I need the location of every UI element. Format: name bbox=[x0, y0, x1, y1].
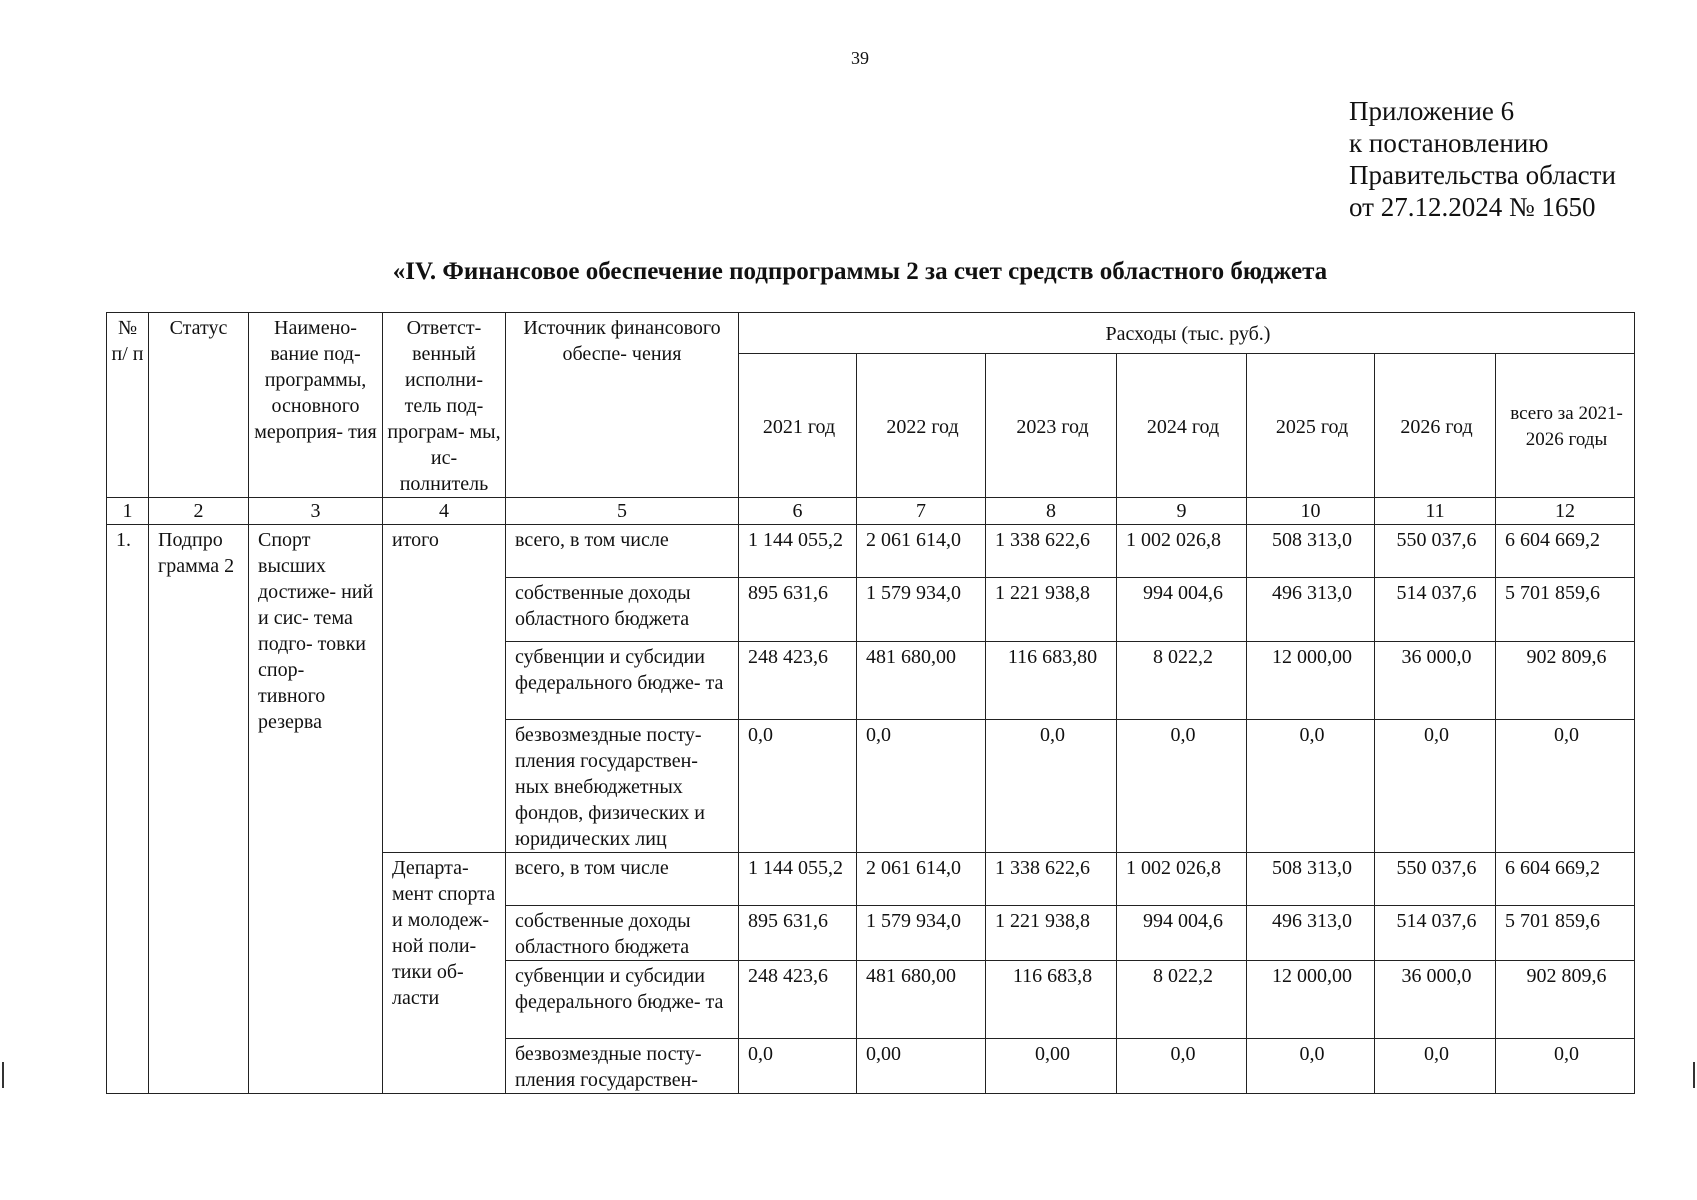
value-cell: 514 037,6 bbox=[1375, 578, 1496, 642]
col-number: 7 bbox=[857, 498, 986, 525]
value-cell: 1 221 938,8 bbox=[986, 578, 1117, 642]
value-cell: 895 631,6 bbox=[739, 906, 857, 961]
source-cell: субвенции и субсидии федерального бюдже- та bbox=[506, 642, 739, 720]
header-expenses: Расходы (тыс. руб.) bbox=[739, 313, 1635, 354]
value-cell: 508 313,0 bbox=[1247, 853, 1375, 906]
value-cell: 0,0 bbox=[1496, 720, 1635, 853]
header-name: Наимено- вание под- программы, основного мероприя- тия bbox=[249, 313, 383, 498]
source-cell: безвозмездные посту- пления государствен- ных внебюджетных фондов, физических и юридических лиц bbox=[506, 720, 739, 853]
value-cell: 0,0 bbox=[1247, 1039, 1375, 1094]
financing-table bbox=[106, 312, 1635, 1094]
value-cell: 496 313,0 bbox=[1247, 906, 1375, 961]
source-cell: собственные доходы областного бюджета bbox=[506, 578, 739, 642]
value-cell: 0,0 bbox=[986, 720, 1117, 853]
row-responsible: Департа- мент спорта и молодеж- ной поли- тики об- ласти bbox=[383, 853, 506, 1094]
header-year-2021: 2021 год bbox=[739, 354, 857, 498]
col-number: 10 bbox=[1247, 498, 1375, 525]
source-cell: субвенции и субсидии федерального бюдже- та bbox=[506, 961, 739, 1039]
value-cell: 248 423,6 bbox=[739, 642, 857, 720]
header-total: всего за 2021-2026 годы bbox=[1496, 354, 1635, 498]
header-year-2022: 2022 год bbox=[857, 354, 986, 498]
page-number: 39 bbox=[851, 48, 869, 68]
value-cell: 481 680,00 bbox=[857, 642, 986, 720]
col-number: 6 bbox=[739, 498, 857, 525]
header-year-2026: 2026 год bbox=[1375, 354, 1496, 498]
header-responsible: Ответст- венный исполни- тель под- програм- мы, ис- полнитель bbox=[383, 313, 506, 498]
row-number: 1. bbox=[107, 525, 149, 1094]
source-cell: всего, в том числе bbox=[506, 853, 739, 906]
value-cell: 248 423,6 bbox=[739, 961, 857, 1039]
header-year-2023: 2023 год bbox=[986, 354, 1117, 498]
value-cell: 116 683,8 bbox=[986, 961, 1117, 1039]
value-cell: 8 022,2 bbox=[1117, 642, 1247, 720]
value-cell: 902 809,6 bbox=[1496, 961, 1635, 1039]
value-cell: 895 631,6 bbox=[739, 578, 857, 642]
value-cell: 2 061 614,0 bbox=[857, 525, 986, 578]
col-number: 2 bbox=[149, 498, 249, 525]
row-status: Подпро грамма 2 bbox=[149, 525, 249, 1094]
appendix-line: Приложение 6 bbox=[1349, 96, 1515, 126]
value-cell: 0,0 bbox=[1247, 720, 1375, 853]
value-cell: 902 809,6 bbox=[1496, 642, 1635, 720]
value-cell: 12 000,00 bbox=[1247, 961, 1375, 1039]
value-cell: 1 002 026,8 bbox=[1117, 525, 1247, 578]
value-cell: 1 338 622,6 bbox=[986, 525, 1117, 578]
value-cell: 1 221 938,8 bbox=[986, 906, 1117, 961]
value-cell: 1 579 934,0 bbox=[857, 906, 986, 961]
value-cell: 1 579 934,0 bbox=[857, 578, 986, 642]
col-number: 8 bbox=[986, 498, 1117, 525]
value-cell: 994 004,6 bbox=[1117, 906, 1247, 961]
value-cell: 514 037,6 bbox=[1375, 906, 1496, 961]
row-responsible: итого bbox=[383, 525, 506, 853]
value-cell: 116 683,80 bbox=[986, 642, 1117, 720]
header-year-2024: 2024 год bbox=[1117, 354, 1247, 498]
value-cell: 508 313,0 bbox=[1247, 525, 1375, 578]
value-cell: 0,0 bbox=[857, 720, 986, 853]
value-cell: 0,00 bbox=[857, 1039, 986, 1094]
source-cell: безвозмездные посту- пления государствен- bbox=[506, 1039, 739, 1094]
header-year-2025: 2025 год bbox=[1247, 354, 1375, 498]
value-cell: 6 604 669,2 bbox=[1496, 525, 1635, 578]
source-cell: собственные доходы областного бюджета bbox=[506, 906, 739, 961]
col-number: 12 bbox=[1496, 498, 1635, 525]
table-row bbox=[107, 525, 1635, 578]
col-number: 9 bbox=[1117, 498, 1247, 525]
header-num: № п/ п bbox=[107, 313, 149, 498]
col-number: 1 bbox=[107, 498, 149, 525]
appendix-line: к постановлению bbox=[1349, 128, 1549, 158]
value-cell: 1 002 026,8 bbox=[1117, 853, 1247, 906]
col-number: 4 bbox=[383, 498, 506, 525]
value-cell: 12 000,00 bbox=[1247, 642, 1375, 720]
value-cell: 994 004,6 bbox=[1117, 578, 1247, 642]
value-cell: 5 701 859,6 bbox=[1496, 906, 1635, 961]
appendix-line: от 27.12.2024 № 1650 bbox=[1349, 192, 1596, 222]
left-margin-mark bbox=[2, 1062, 4, 1088]
value-cell: 0,0 bbox=[1375, 1039, 1496, 1094]
header-status: Статус bbox=[149, 313, 249, 498]
appendix-line: Правительства области bbox=[1349, 160, 1616, 190]
value-cell: 496 313,0 bbox=[1247, 578, 1375, 642]
value-cell: 0,0 bbox=[739, 720, 857, 853]
appendix-note bbox=[1349, 95, 1616, 223]
value-cell: 1 144 055,2 bbox=[739, 853, 857, 906]
value-cell: 36 000,0 bbox=[1375, 961, 1496, 1039]
value-cell: 36 000,0 bbox=[1375, 642, 1496, 720]
right-margin-mark bbox=[1693, 1062, 1695, 1088]
value-cell: 2 061 614,0 bbox=[857, 853, 986, 906]
value-cell: 0,0 bbox=[1375, 720, 1496, 853]
row-name: Спорт высших достиже- ний и сис- тема подго- товки спор- тивного резерва bbox=[249, 525, 383, 1094]
col-number: 3 bbox=[249, 498, 383, 525]
value-cell: 1 144 055,2 bbox=[739, 525, 857, 578]
value-cell: 481 680,00 bbox=[857, 961, 986, 1039]
value-cell: 8 022,2 bbox=[1117, 961, 1247, 1039]
value-cell: 5 701 859,6 bbox=[1496, 578, 1635, 642]
value-cell: 6 604 669,2 bbox=[1496, 853, 1635, 906]
value-cell: 550 037,6 bbox=[1375, 853, 1496, 906]
value-cell: 0,0 bbox=[1117, 1039, 1247, 1094]
value-cell: 1 338 622,6 bbox=[986, 853, 1117, 906]
source-cell: всего, в том числе bbox=[506, 525, 739, 578]
document-title: «IV. Финансовое обеспечение подпрограммы 2 за счет средств областного бюджета bbox=[392, 258, 1328, 285]
value-cell: 0,0 bbox=[1117, 720, 1247, 853]
value-cell: 0,0 bbox=[739, 1039, 857, 1094]
col-number: 11 bbox=[1375, 498, 1496, 525]
value-cell: 550 037,6 bbox=[1375, 525, 1496, 578]
header-source: Источник финансового обеспе- чения bbox=[506, 313, 739, 498]
col-number: 5 bbox=[506, 498, 739, 525]
value-cell: 0,0 bbox=[1496, 1039, 1635, 1094]
value-cell: 0,00 bbox=[986, 1039, 1117, 1094]
